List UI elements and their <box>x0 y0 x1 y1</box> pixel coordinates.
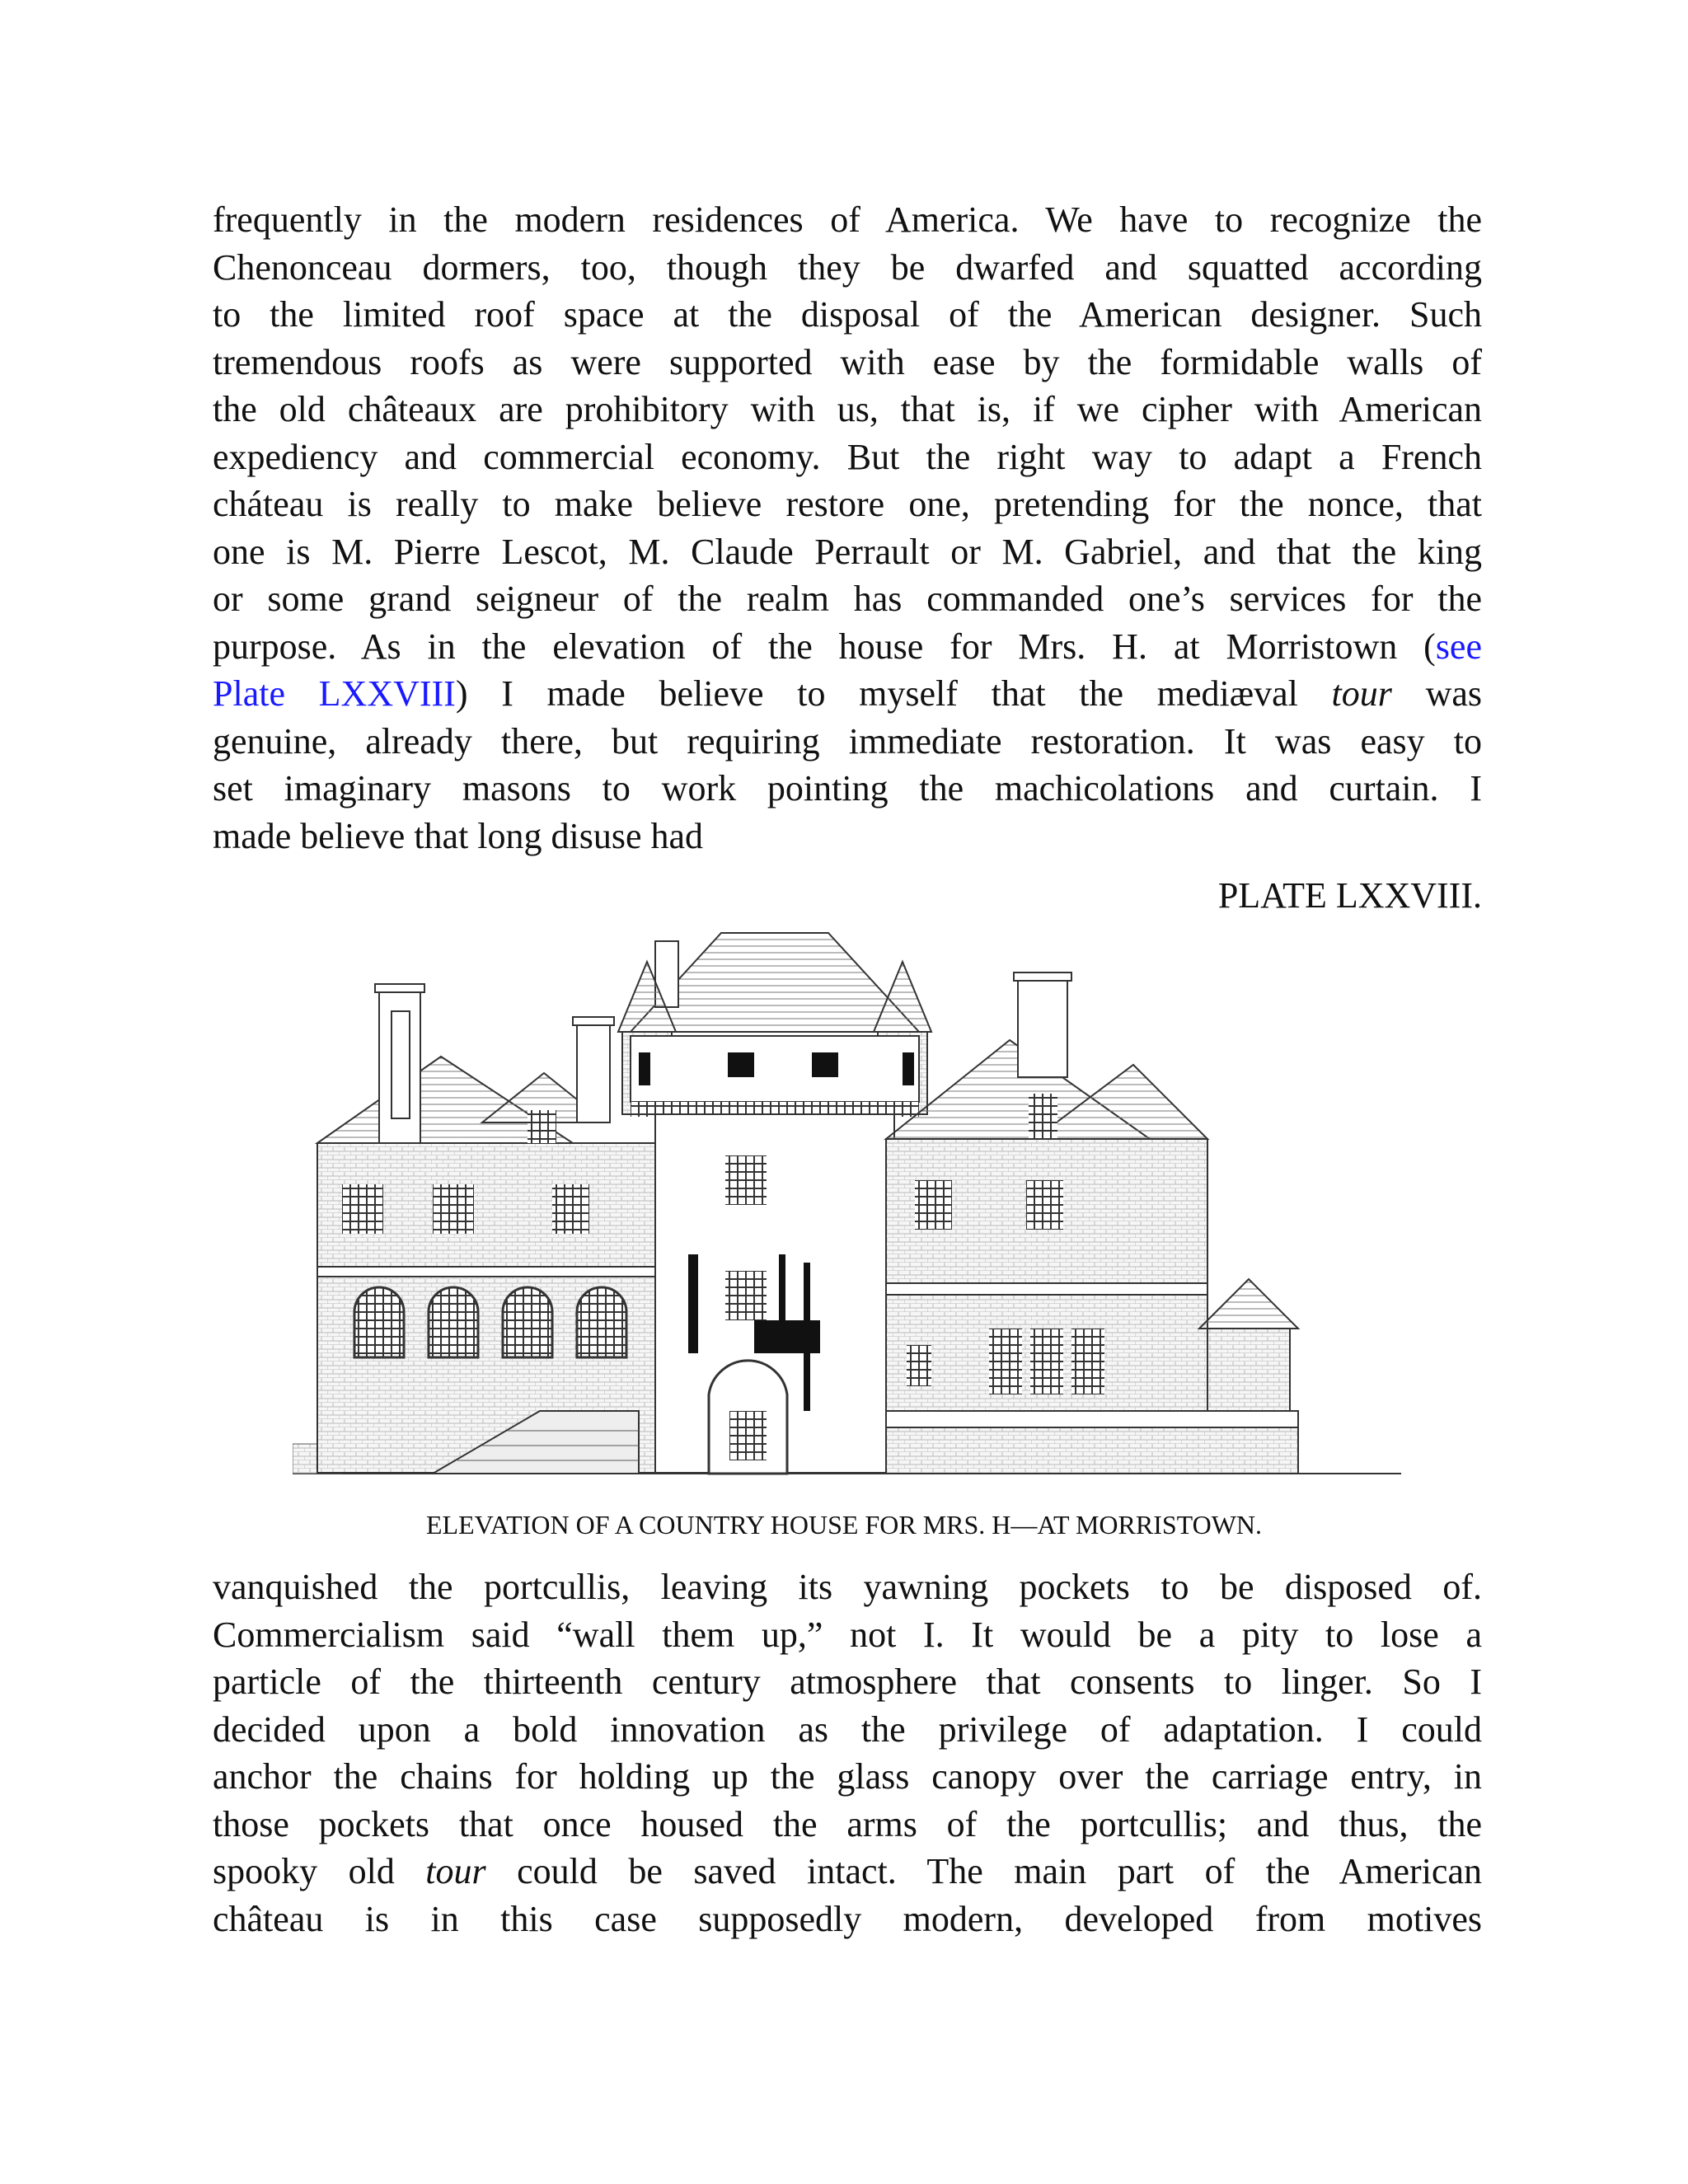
text-line: château is in this case supposedly modern, developed from motives <box>213 1898 1482 1939</box>
italic-word: tour <box>425 1851 486 1891</box>
text-line <box>213 1848 1482 1896</box>
text-line: particle of the thirteenth century atmosphere that consents to linger. So I <box>213 1661 1482 1702</box>
text-fragment: purpose. As in the elevation of the house for Mrs. H. at Morristown ( <box>213 626 1436 667</box>
text-line: those pockets that once housed the arms of the portcullis; and thus, the <box>213 1803 1482 1844</box>
house-elevation-illustration <box>293 916 1401 1487</box>
text-line: anchor the chains for holding up the glass canopy over the carriage entry, in <box>213 1756 1482 1797</box>
plate-link-see[interactable]: see <box>1435 626 1482 667</box>
text-line: genuine, already there, but requiring immediate restoration. It was easy to <box>213 720 1482 762</box>
text-line: tremendous roofs as were supported with ease by the formidable walls of <box>213 341 1482 382</box>
paragraph-bottom <box>213 1563 1482 1943</box>
text-line: decided upon a bold innovation as the privilege of adaptation. I could <box>213 1708 1482 1750</box>
plate-link-plate[interactable]: Plate LXXVIII <box>213 673 456 714</box>
text-line: expediency and commercial economy. But the right way to adapt a French <box>213 436 1482 477</box>
text-line: frequently in the modern residences of America. We have to recognize the <box>213 199 1482 240</box>
text-fragment: ) I made believe to myself that the mediæval <box>455 673 1332 714</box>
text-line: Chenonceau dormers, too, though they be dwarfed and squatted according <box>213 246 1482 288</box>
text-line <box>213 670 1482 718</box>
text-line: Commercialism said “wall them up,” not I. It would be a pity to lose a <box>213 1614 1482 1655</box>
text-fragment: spooky old <box>213 1851 426 1891</box>
text-line: vanquished the portcullis, leaving its yawning pockets to be disposed of. <box>213 1567 1482 1607</box>
italic-word: tour <box>1331 673 1392 714</box>
text-line: set imaginary masons to work pointing the machicolations and curtain. I <box>213 768 1482 808</box>
text-line: one is M. Pierre Lescot, M. Claude Perrault or M. Gabriel, and that the king <box>213 531 1482 572</box>
text-line: cháteau is really to make believe restore one, pretending for the nonce, that <box>213 484 1482 524</box>
text-line: made believe that long disuse had <box>213 815 704 856</box>
text-line <box>213 623 1482 671</box>
text-fragment: could be saved intact. The main part of the American <box>485 1851 1482 1891</box>
figure-caption: ELEVATION OF A COUNTRY HOUSE FOR MRS. H—AT MORRISTOWN. <box>425 1510 1263 1540</box>
text-line: or some grand seigneur of the realm has commanded one’s services for the <box>213 579 1482 619</box>
paragraph-top <box>213 196 1482 860</box>
plate-label: PLATE LXXVIII. <box>1217 875 1482 916</box>
text-line: the old châteaux are prohibitory with us, that is, if we cipher with American <box>213 389 1482 429</box>
text-fragment: was <box>1391 673 1482 714</box>
text-line: to the limited roof space at the disposal of the American designer. Such <box>213 294 1482 335</box>
